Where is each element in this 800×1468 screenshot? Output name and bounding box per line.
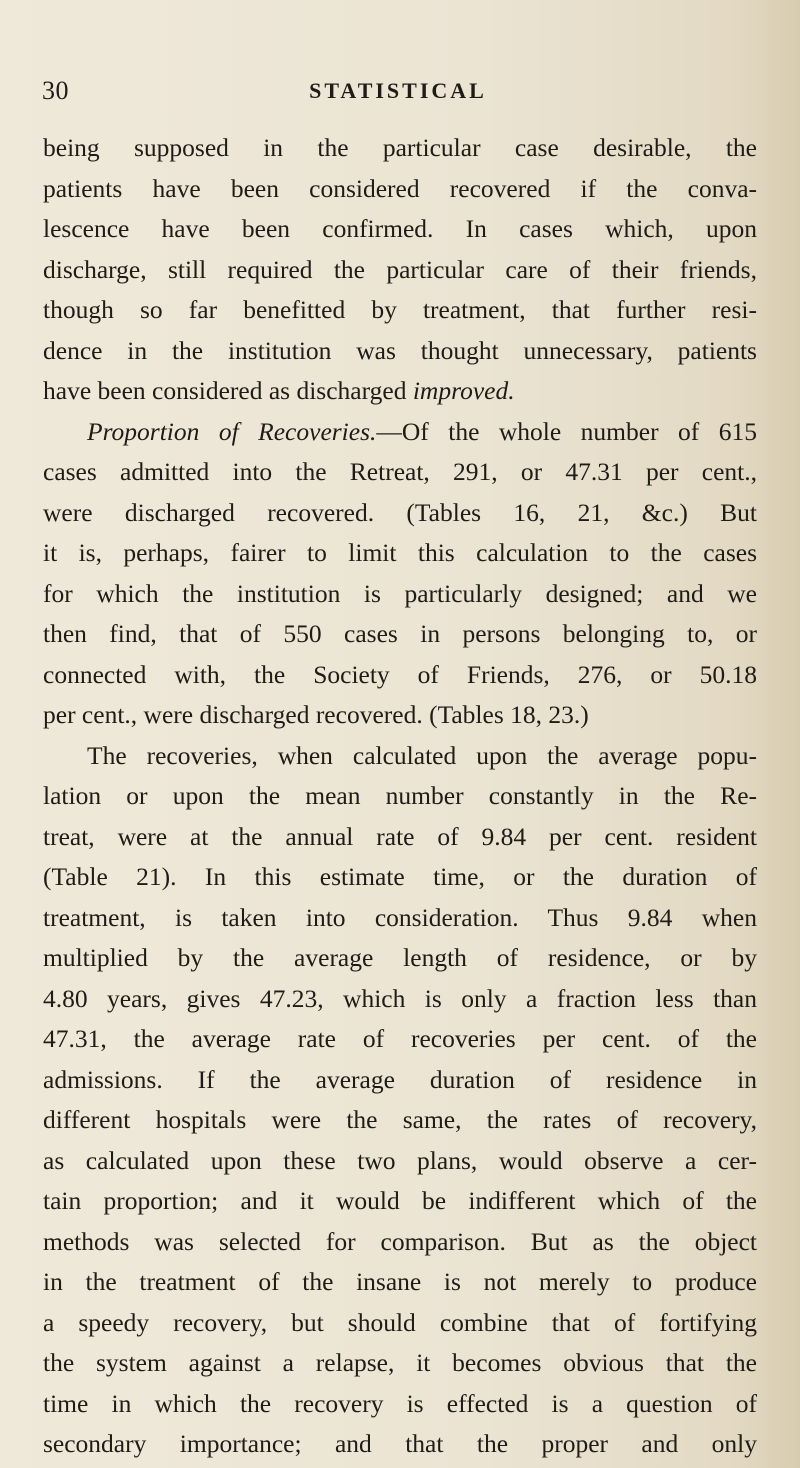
text-line xyxy=(43,412,757,453)
running-head: STATISTICAL xyxy=(309,78,487,103)
text-line: 47.31, the average rate of recoveries per cent. of the xyxy=(43,1024,757,1053)
text-line: dence in the institution was thought unnecessary, patients xyxy=(43,335,757,365)
text-line: as calculated upon these two plans, would observe a cer- xyxy=(43,1145,757,1175)
page-number: 30 xyxy=(42,76,69,105)
text-line: multiplied by the average length of residence, or by xyxy=(43,943,757,972)
text-run: have been considered as discharged xyxy=(43,376,407,405)
text-line: connected with, the Society of Friends, 276, or 50.18 xyxy=(43,659,757,689)
text-line: a speedy recovery, but should combine that of fortifying xyxy=(43,1307,757,1337)
text-line: treat, were at the annual rate of 9.84 per cent. resident xyxy=(43,821,757,851)
text-line: were discharged recovered. (Tables 16, 21, &c.) But xyxy=(43,497,757,527)
emphasis-text: improved. xyxy=(412,376,515,405)
text-line: treatment, is taken into consideration. Thus 9.84 when xyxy=(43,902,757,932)
text-line: (Table 21). In this estimate time, or the duration of xyxy=(43,862,757,891)
text-line xyxy=(43,371,757,412)
text-line: 4.80 years, gives 47.23, which is only a fraction less than xyxy=(43,983,757,1013)
text-line: time in which the recovery is effected is a question of xyxy=(43,1388,757,1418)
text-line: being supposed in the particular case desirable, the xyxy=(43,133,757,162)
text-line: lescence have been confirmed. In cases which, upon xyxy=(43,214,757,243)
text-line: methods was selected for comparison. But as the object xyxy=(43,1226,757,1256)
body-text xyxy=(43,128,757,1465)
page-header xyxy=(42,76,754,116)
text-run: —Of the whole number of 615 xyxy=(376,416,757,446)
text-line: in the treatment of the insane is not merely to produce xyxy=(43,1267,757,1296)
text-line: discharge, still required the particular care of their friends, xyxy=(43,254,757,284)
text-line: the system against a relapse, it becomes obvious that the xyxy=(43,1348,757,1377)
text-line: it is, perhaps, fairer to limit this calculation to the cases xyxy=(43,538,757,567)
text-line: secondary importance; and that the proper and only xyxy=(43,1429,757,1458)
text-line: per cent., were discharged recovered. (Tables 18, 23.) xyxy=(43,700,589,729)
text-line: though so far benefitted by treatment, that further resi- xyxy=(43,295,757,324)
text-line: admissions. If the average duration of residence in xyxy=(43,1064,757,1094)
text-line: tain proportion; and it would be indifferent which of the xyxy=(43,1186,757,1215)
section-heading: Proportion of Recoveries. xyxy=(87,416,377,446)
text-line: for which the institution is particularly designed; and we xyxy=(43,578,757,608)
text-line: then find, that of 550 cases in persons belonging to, or xyxy=(43,619,757,648)
text-line: patients have been considered recovered if the conva- xyxy=(43,173,757,203)
text-line: The recoveries, when calculated upon the average popu- xyxy=(87,740,757,770)
text-line: lation or upon the mean number constantly in the Re- xyxy=(43,781,757,810)
text-line: cases admitted into the Retreat, 291, or 47.31 per cent., xyxy=(43,457,757,486)
text-line: different hospitals were the same, the rates of recovery, xyxy=(43,1105,757,1134)
